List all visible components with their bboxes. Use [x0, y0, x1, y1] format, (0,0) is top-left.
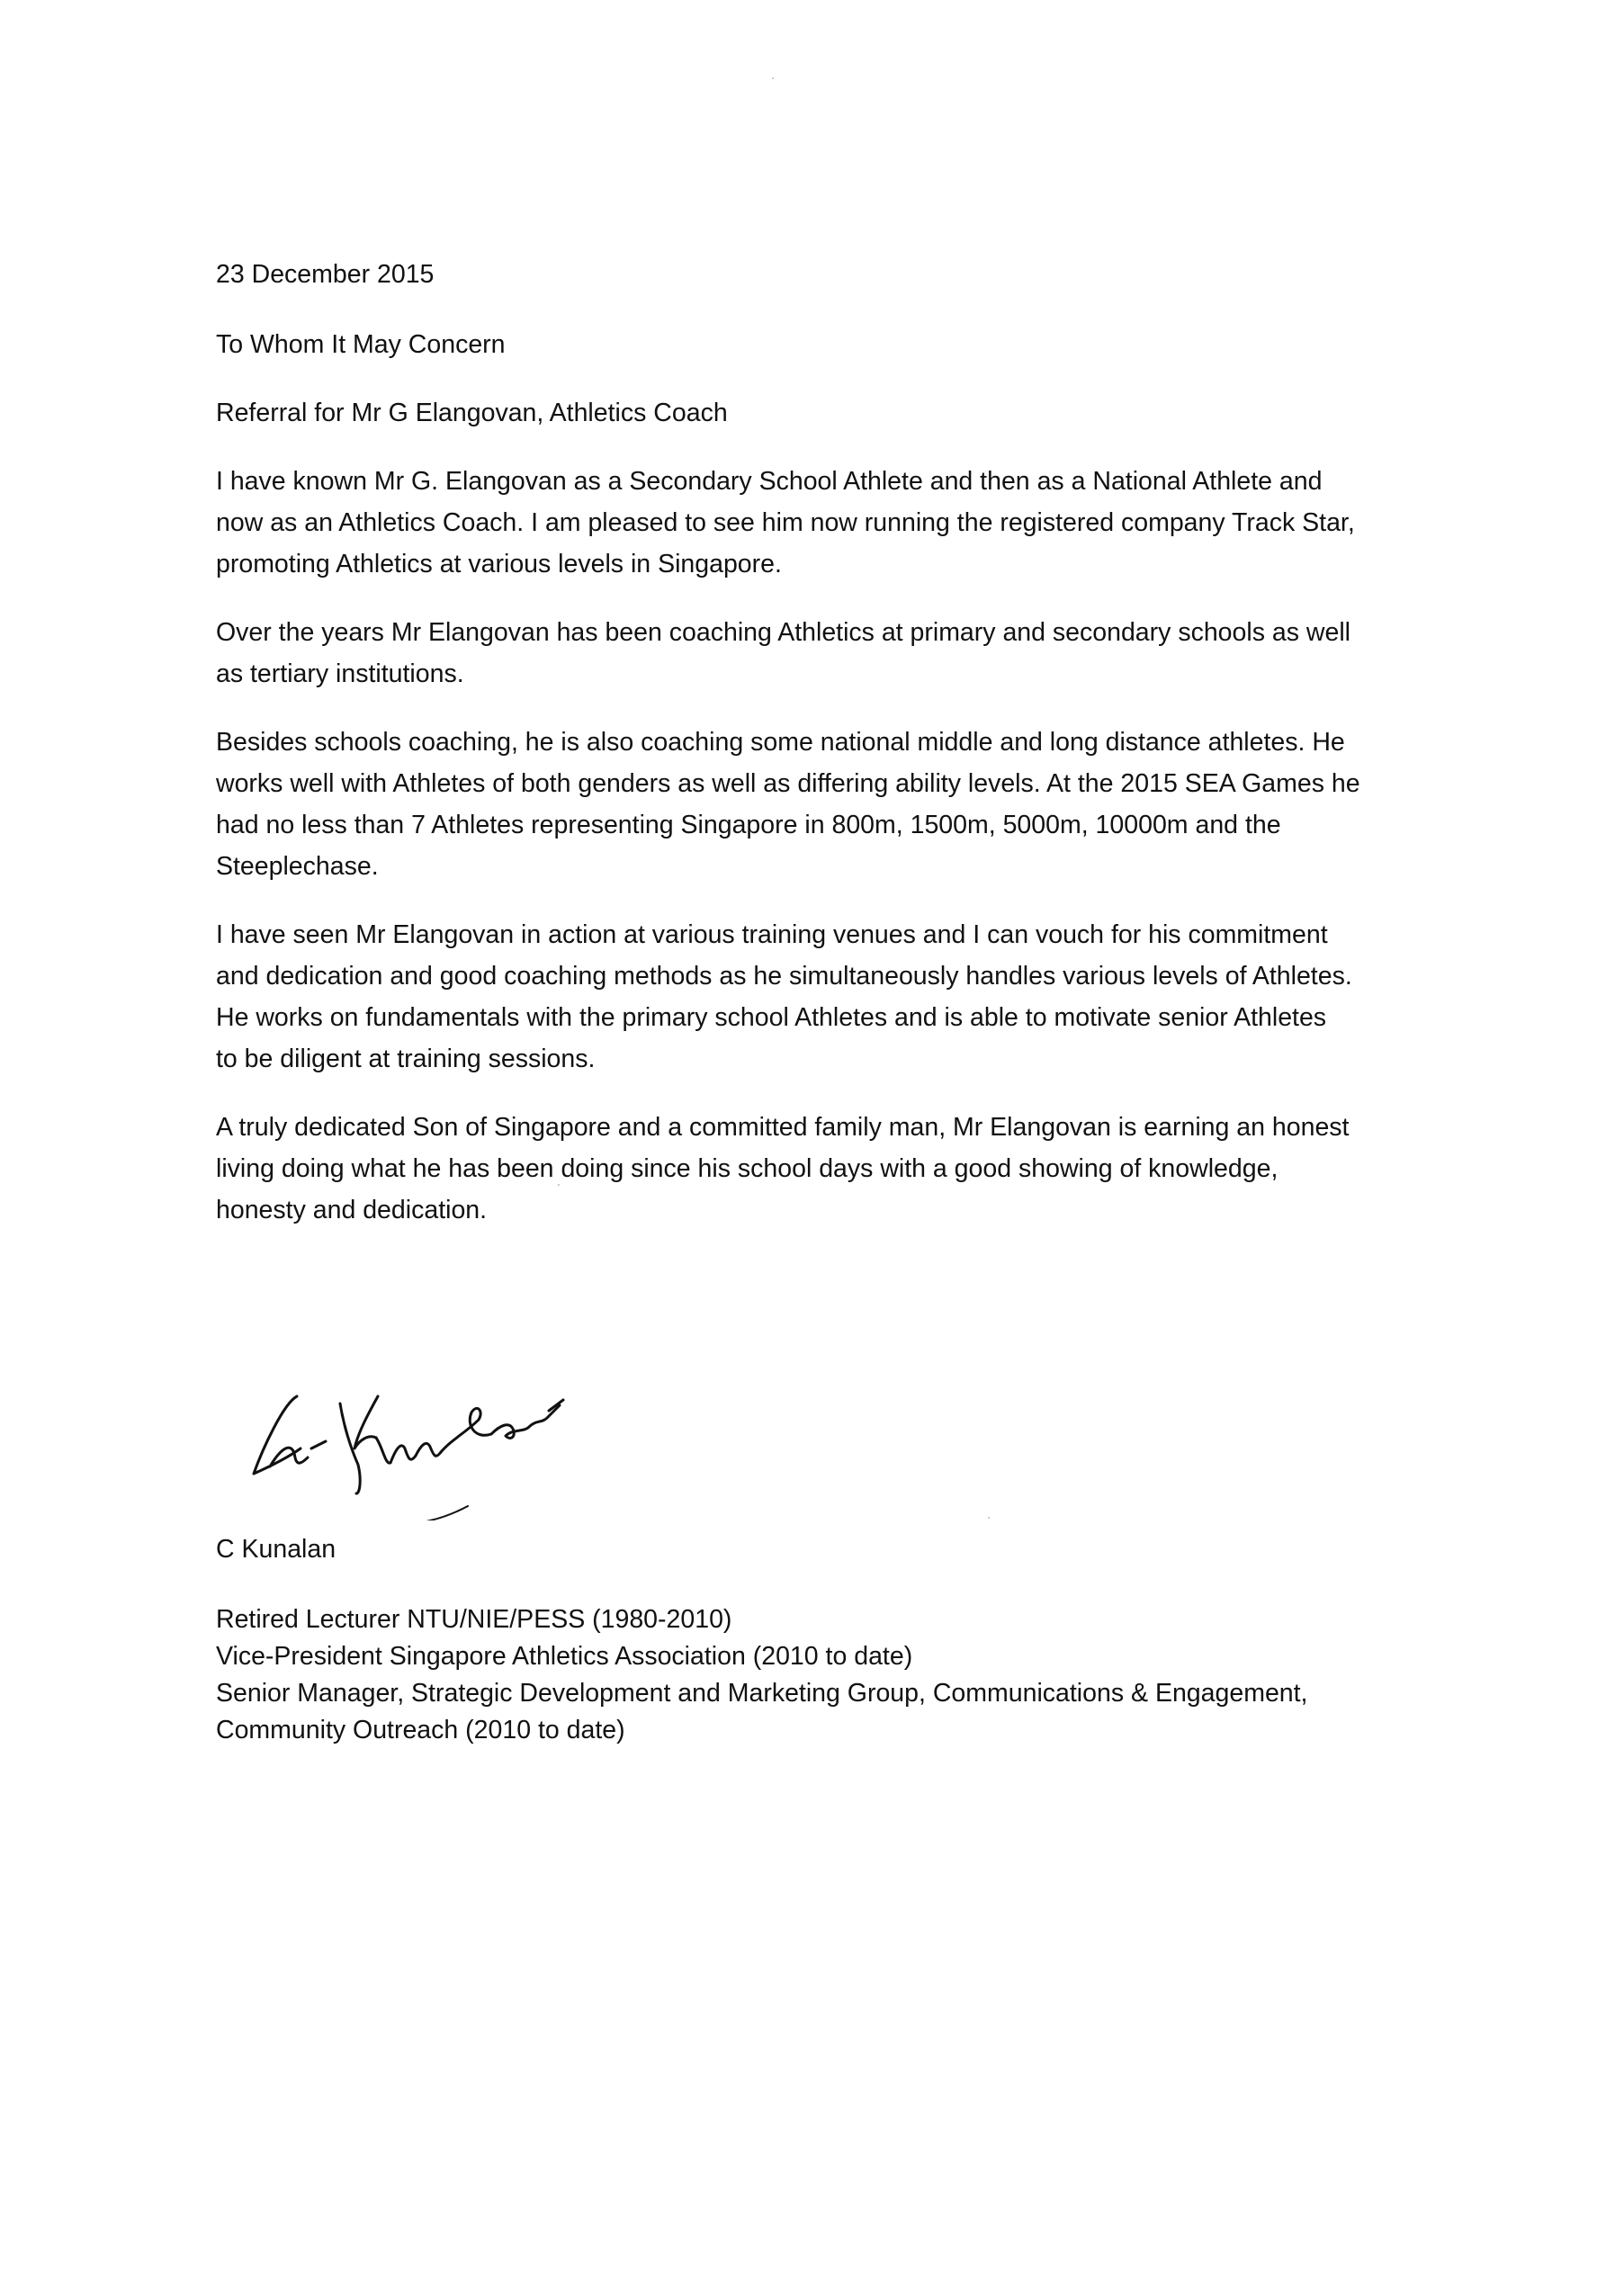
paragraph-line: A truly dedicated Son of Singapore and a committed family man, Mr Elangovan is earning an honest — [216, 1113, 1350, 1142]
paragraph-5 — [216, 1107, 1458, 1231]
paragraph-line: works well with Athletes of both genders as well as differing ability levels. At the 2015 SEA Games he — [216, 769, 1360, 798]
credential-line: Vice-President Singapore Athletics Association (2010 to date) — [216, 1642, 913, 1671]
signature-stroke — [311, 1441, 326, 1448]
letter-date: 23 December 2015 — [216, 260, 435, 289]
paragraph-line: promoting Athletics at various levels in Singapore. — [216, 550, 782, 578]
signature-stroke — [441, 1408, 491, 1452]
paragraph-line: had no less than 7 Athletes representing Singapore in 800m, 1500m, 5000m, 10000m and the — [216, 811, 1281, 839]
paragraph-line: and dedication and good coaching methods as he simultaneously handles various levels of Athletes. — [216, 962, 1352, 991]
signature-stroke — [340, 1404, 360, 1493]
signature-stroke — [376, 1438, 416, 1463]
scan-speck — [772, 77, 774, 79]
paragraph-line: Besides schools coaching, he is also coaching some national middle and long distance athletes. He — [216, 728, 1345, 757]
paragraph-line: to be diligent at training sessions. — [216, 1045, 596, 1073]
paragraph-line: Steeplechase. — [216, 852, 379, 881]
scan-speck — [988, 1517, 990, 1519]
paragraph-line: now as an Athletics Coach. I am pleased to see him now running the registered company Track Star, — [216, 508, 1355, 537]
signer-name: C Kunalan — [216, 1535, 336, 1564]
credential-line: Senior Manager, Strategic Development and Marketing Group, Communications & Engagement, — [216, 1679, 1308, 1708]
paragraph-1 — [216, 461, 1458, 585]
paragraph-2 — [216, 612, 1458, 695]
letter-subject: Referral for Mr G Elangovan, Athletics Coach — [216, 399, 728, 427]
handwritten-signature — [243, 1314, 675, 1520]
paragraph-line: Over the years Mr Elangovan has been coaching Athletics at primary and secondary schools as well — [216, 618, 1350, 647]
credential-line: Retired Lecturer NTU/NIE/PESS (1980-2010) — [216, 1605, 732, 1634]
paragraph-line: I have known Mr G. Elangovan as a Secondary School Athlete and then as a National Athlete and — [216, 467, 1323, 496]
signature-stroke — [354, 1396, 378, 1448]
signature-stroke — [394, 1506, 468, 1520]
credential-line: Community Outreach (2010 to date) — [216, 1716, 625, 1744]
signature-stroke — [529, 1405, 560, 1427]
paragraph-4 — [216, 914, 1458, 1080]
scan-speck — [558, 1184, 560, 1186]
signature-stroke — [491, 1425, 529, 1439]
paragraph-line: as tertiary institutions. — [216, 659, 464, 688]
signer-credentials — [216, 1601, 1307, 1749]
signature-stroke — [254, 1396, 301, 1474]
paragraph-line: honesty and dedication. — [216, 1196, 488, 1224]
paragraph-line: He works on fundamentals with the primary school Athletes and is able to motivate senior Athletes — [216, 1003, 1327, 1032]
paragraph-line: I have seen Mr Elangovan in action at various training venues and I can vouch for his commitment — [216, 920, 1328, 949]
letter-body — [216, 254, 1458, 1231]
letter-salutation: To Whom It May Concern — [216, 330, 506, 359]
paragraph-3 — [216, 722, 1458, 887]
paragraph-line: living doing what he has been doing since his school days with a good showing of knowledge, — [216, 1154, 1279, 1183]
signature-stroke — [416, 1443, 441, 1456]
